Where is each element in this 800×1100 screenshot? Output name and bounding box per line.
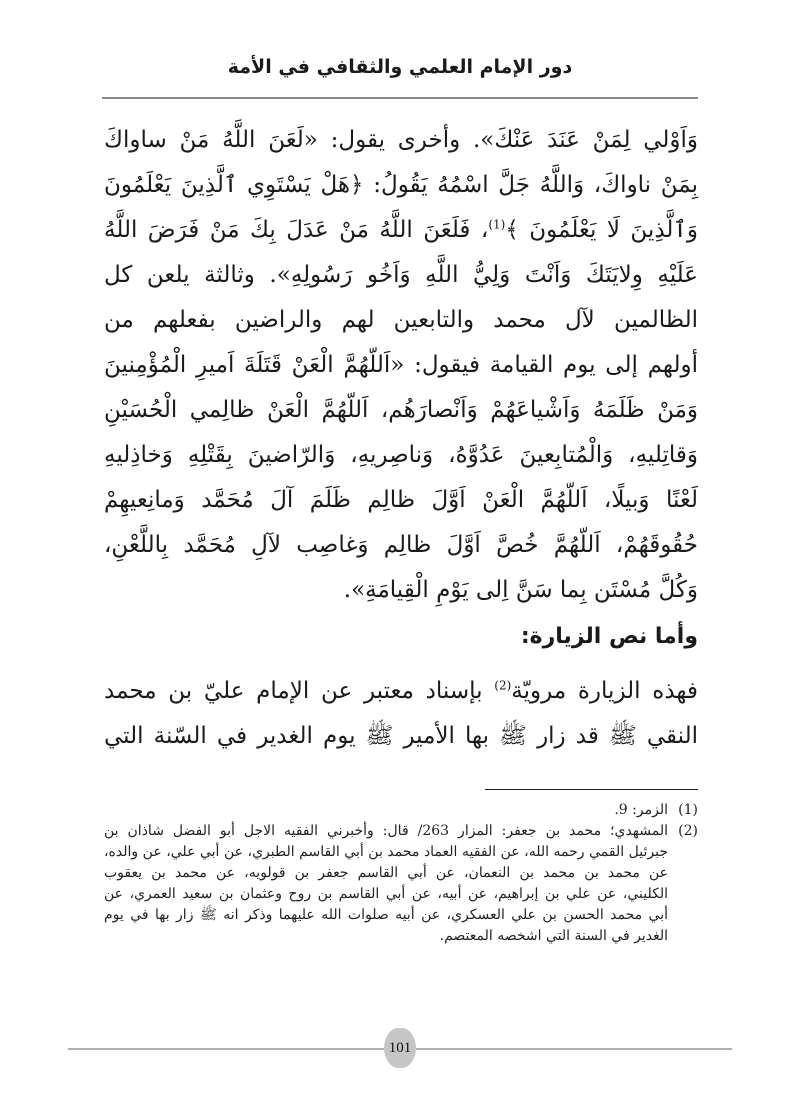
footnote-line: الغدير في السنة التي اشخصه المعتصم.: [439, 928, 668, 944]
running-title: دور الإمام العلمي والثقافي في الأمة: [227, 56, 573, 78]
footnote-ref-1[interactable]: (1): [488, 217, 506, 232]
text-line: [104, 208, 698, 253]
footnote-line: الزمر: 9.: [614, 802, 668, 818]
text-line: وَقاتِليهِ، وَالْمُتابِعينَ عَدُوَّهُ، وَناصِريهِ، وَالرّاضينَ بِقَتْلِهِ وَخاذِليهِ: [104, 442, 698, 468]
footnote-line: الكليني، عن علي بن إبراهيم، عن أبيه، عن أبي القاسم بن روح وعثمان بن سعيد العمري، عن: [104, 886, 668, 902]
footnote-line: جبرئيل القمي رحمه الله، عن الفقيه العماد محمد بن أبي القاسم الطبري، عن أبي علي، عن والده،: [104, 844, 668, 860]
main-text: [104, 118, 698, 759]
section-heading: وأما نص الزيارة:: [520, 624, 698, 649]
text-line: لَعْنًا وَبيلًا، اَللّهُمَّ الْعَنْ اَوَّلَ ظالِم ظَلَمَ آلَ مُحَمَّد وَمانِعيهِمْ: [104, 487, 698, 513]
text-line: أولهم إلى يوم القيامة فيقول: «اَللّهُمَّ الْعَنْ قَتَلَةَ اَميرِ الْمُؤْمِنينَ: [104, 352, 698, 378]
text-line: وَكُلَّ مُسْتَن بِما سَنَّ اِلى يَوْمِ الْقِيامَةِ».: [343, 577, 698, 603]
footnote-ref-2[interactable]: (2): [494, 678, 512, 693]
footnote-2: [104, 821, 698, 947]
text-line: وَمَنْ ظَلَمَهُ وَاَشْياعَهُمْ وَاَنْصارَهُم، اَللّهُمَّ الْعَنْ ظالِمي الْحُسَيْنِ: [104, 397, 698, 423]
page-footer: [0, 1026, 800, 1072]
text-line: بِمَنْ ناواكَ، وَاللَّهُ جَلَّ اسْمُهُ يَقُولُ: ﴿هَلْ يَسْتَوِي ٱلَّذِينَ يَعْلَمُونَ: [104, 172, 698, 198]
text-segment: بإسناد معتبر عن الإمام عليّ بن محمد: [104, 678, 495, 704]
text-line: حُقُوقَهُمْ، اَللّهُمَّ خُصَّ اَوَّلَ ظالِم وَغاصِب لآلِ مُحَمَّد بِاللَّعْنِ،: [104, 532, 698, 558]
quran-quote: وَٱلَّذِينَ لَا يَعْلَمُونَ ﴾: [505, 217, 699, 243]
text-line: وَاَوْلي لِمَنْ عَنَدَ عَنْكَ». وأخرى يقول: «لَعَنَ اللَّهُ مَنْ ساواكَ: [104, 127, 698, 153]
footnote-line: المشهدي؛ محمد بن جعفر: المزار 263/ قال: وأخبرني الفقيه الاجل أبو الفضل شاذان بن: [104, 823, 668, 839]
footnote-number: (2): [678, 823, 698, 839]
paragraph-gap: [104, 661, 698, 669]
text-line: النقي ﷺ قد زار ﷺ بها الأمير ﷺ يوم الغدير في السّنة التي: [104, 723, 698, 749]
text-continuation: ، فَلَعَنَ اللَّهُ مَنْ عَدَلَ بِكَ مَنْ فَرَضَ اللَّهُ: [104, 217, 489, 243]
text-line: عَلَيْهِ وِلايَتَكَ وَاَنْتَ وَلِيُّ اللَّهِ وَاَخُو رَسُولِهِ». وثالثة يلعن كل: [104, 262, 698, 288]
footer-rule-right: [416, 1048, 732, 1050]
page-number: 101: [384, 1028, 416, 1068]
header-rule: [102, 97, 698, 99]
footer-rule-left: [68, 1048, 384, 1050]
text-line: [104, 669, 698, 714]
footnote-1: [104, 800, 698, 821]
footnotes: [104, 800, 698, 947]
text-line: الظالمين لآل محمد والتابعين لهم والراضين بفعلهم من: [104, 307, 698, 333]
text-segment: فهذه الزيارة مرويّة: [511, 678, 698, 704]
footnote-separator: [485, 789, 698, 790]
footnote-number: (1): [678, 802, 698, 818]
footnote-line: عن محمد بن محمد بن النعمان، عن أبي القاسم جعفر بن قولويه، عن محمد بن يعقوب: [104, 865, 669, 881]
footnote-line: أبي محمد الحسن بن علي العسكري، عن أبيه صلوات الله عليهما وذكر انه ﷺ زار بها في يوم: [104, 907, 668, 923]
